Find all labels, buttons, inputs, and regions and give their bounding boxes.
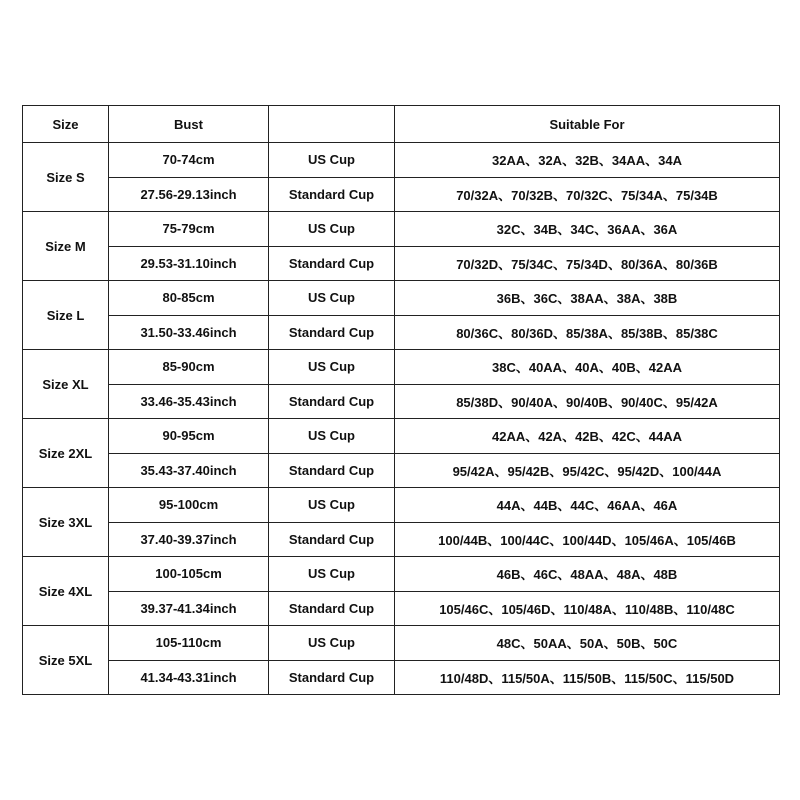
bust-cm-cell: 80-85cm: [109, 281, 269, 316]
table-row: [23, 281, 780, 316]
us-cup-fit-cell: 32AA、32A、32B、34AA、34A: [395, 143, 780, 178]
bust-cm-cell: 75-79cm: [109, 212, 269, 247]
us-cup-label-cell: US Cup: [269, 143, 395, 178]
size-label-cell: Size L: [23, 281, 109, 350]
bust-inch-cell: 33.46-35.43inch: [109, 384, 269, 419]
bust-inch-cell: 29.53-31.10inch: [109, 246, 269, 281]
us-cup-fit-cell: 48C、50AA、50A、50B、50C: [395, 626, 780, 661]
standard-cup-fit-cell: 95/42A、95/42B、95/42C、95/42D、100/44A: [395, 453, 780, 488]
us-cup-label-cell: US Cup: [269, 557, 395, 592]
standard-cup-fit-cell: 105/46C、105/46D、110/48A、110/48B、110/48C: [395, 591, 780, 626]
header-row: [23, 106, 780, 143]
table-row: [23, 522, 780, 557]
table-row: [23, 660, 780, 695]
table-row: [23, 557, 780, 592]
table-row: [23, 419, 780, 454]
table-row: [23, 350, 780, 385]
standard-cup-fit-cell: 85/38D、90/40A、90/40B、90/40C、95/42A: [395, 384, 780, 419]
bust-cm-cell: 105-110cm: [109, 626, 269, 661]
size-label-cell: Size 3XL: [23, 488, 109, 557]
table-row: [23, 212, 780, 247]
size-label-cell: Size 4XL: [23, 557, 109, 626]
standard-cup-label-cell: Standard Cup: [269, 591, 395, 626]
table-row: [23, 384, 780, 419]
size-label-cell: Size M: [23, 212, 109, 281]
standard-cup-fit-cell: 80/36C、80/36D、85/38A、85/38B、85/38C: [395, 315, 780, 350]
us-cup-label-cell: US Cup: [269, 212, 395, 247]
bust-inch-cell: 31.50-33.46inch: [109, 315, 269, 350]
bust-cm-cell: 100-105cm: [109, 557, 269, 592]
standard-cup-label-cell: Standard Cup: [269, 177, 395, 212]
size-label-cell: Size 2XL: [23, 419, 109, 488]
standard-cup-label-cell: Standard Cup: [269, 384, 395, 419]
us-cup-fit-cell: 44A、44B、44C、46AA、46A: [395, 488, 780, 523]
us-cup-label-cell: US Cup: [269, 488, 395, 523]
bust-inch-cell: 41.34-43.31inch: [109, 660, 269, 695]
table-row: [23, 315, 780, 350]
bust-inch-cell: 37.40-39.37inch: [109, 522, 269, 557]
header-cup: [269, 106, 395, 143]
standard-cup-label-cell: Standard Cup: [269, 660, 395, 695]
bust-inch-cell: 27.56-29.13inch: [109, 177, 269, 212]
size-label-cell: Size 5XL: [23, 626, 109, 695]
bust-cm-cell: 70-74cm: [109, 143, 269, 178]
bust-cm-cell: 95-100cm: [109, 488, 269, 523]
bust-cm-cell: 90-95cm: [109, 419, 269, 454]
standard-cup-fit-cell: 100/44B、100/44C、100/44D、105/46A、105/46B: [395, 522, 780, 557]
size-label-cell: Size S: [23, 143, 109, 212]
table-row: [23, 177, 780, 212]
header-bust: Bust: [109, 106, 269, 143]
header-size: Size: [23, 106, 109, 143]
bust-cm-cell: 85-90cm: [109, 350, 269, 385]
standard-cup-fit-cell: 110/48D、115/50A、115/50B、115/50C、115/50D: [395, 660, 780, 695]
bust-inch-cell: 39.37-41.34inch: [109, 591, 269, 626]
bust-inch-cell: 35.43-37.40inch: [109, 453, 269, 488]
table-row: [23, 143, 780, 178]
table-row: [23, 453, 780, 488]
standard-cup-label-cell: Standard Cup: [269, 246, 395, 281]
us-cup-label-cell: US Cup: [269, 419, 395, 454]
us-cup-fit-cell: 36B、36C、38AA、38A、38B: [395, 281, 780, 316]
standard-cup-fit-cell: 70/32D、75/34C、75/34D、80/36A、80/36B: [395, 246, 780, 281]
standard-cup-label-cell: Standard Cup: [269, 522, 395, 557]
size-label-cell: Size XL: [23, 350, 109, 419]
standard-cup-fit-cell: 70/32A、70/32B、70/32C、75/34A、75/34B: [395, 177, 780, 212]
size-chart-table: [22, 105, 780, 695]
standard-cup-label-cell: Standard Cup: [269, 315, 395, 350]
us-cup-label-cell: US Cup: [269, 281, 395, 316]
table-row: [23, 626, 780, 661]
us-cup-fit-cell: 38C、40AA、40A、40B、42AA: [395, 350, 780, 385]
us-cup-fit-cell: 42AA、42A、42B、42C、44AA: [395, 419, 780, 454]
us-cup-fit-cell: 32C、34B、34C、36AA、36A: [395, 212, 780, 247]
table-row: [23, 488, 780, 523]
us-cup-label-cell: US Cup: [269, 350, 395, 385]
table-row: [23, 246, 780, 281]
standard-cup-label-cell: Standard Cup: [269, 453, 395, 488]
header-suitable-for: Suitable For: [395, 106, 780, 143]
table-row: [23, 591, 780, 626]
us-cup-label-cell: US Cup: [269, 626, 395, 661]
us-cup-fit-cell: 46B、46C、48AA、48A、48B: [395, 557, 780, 592]
